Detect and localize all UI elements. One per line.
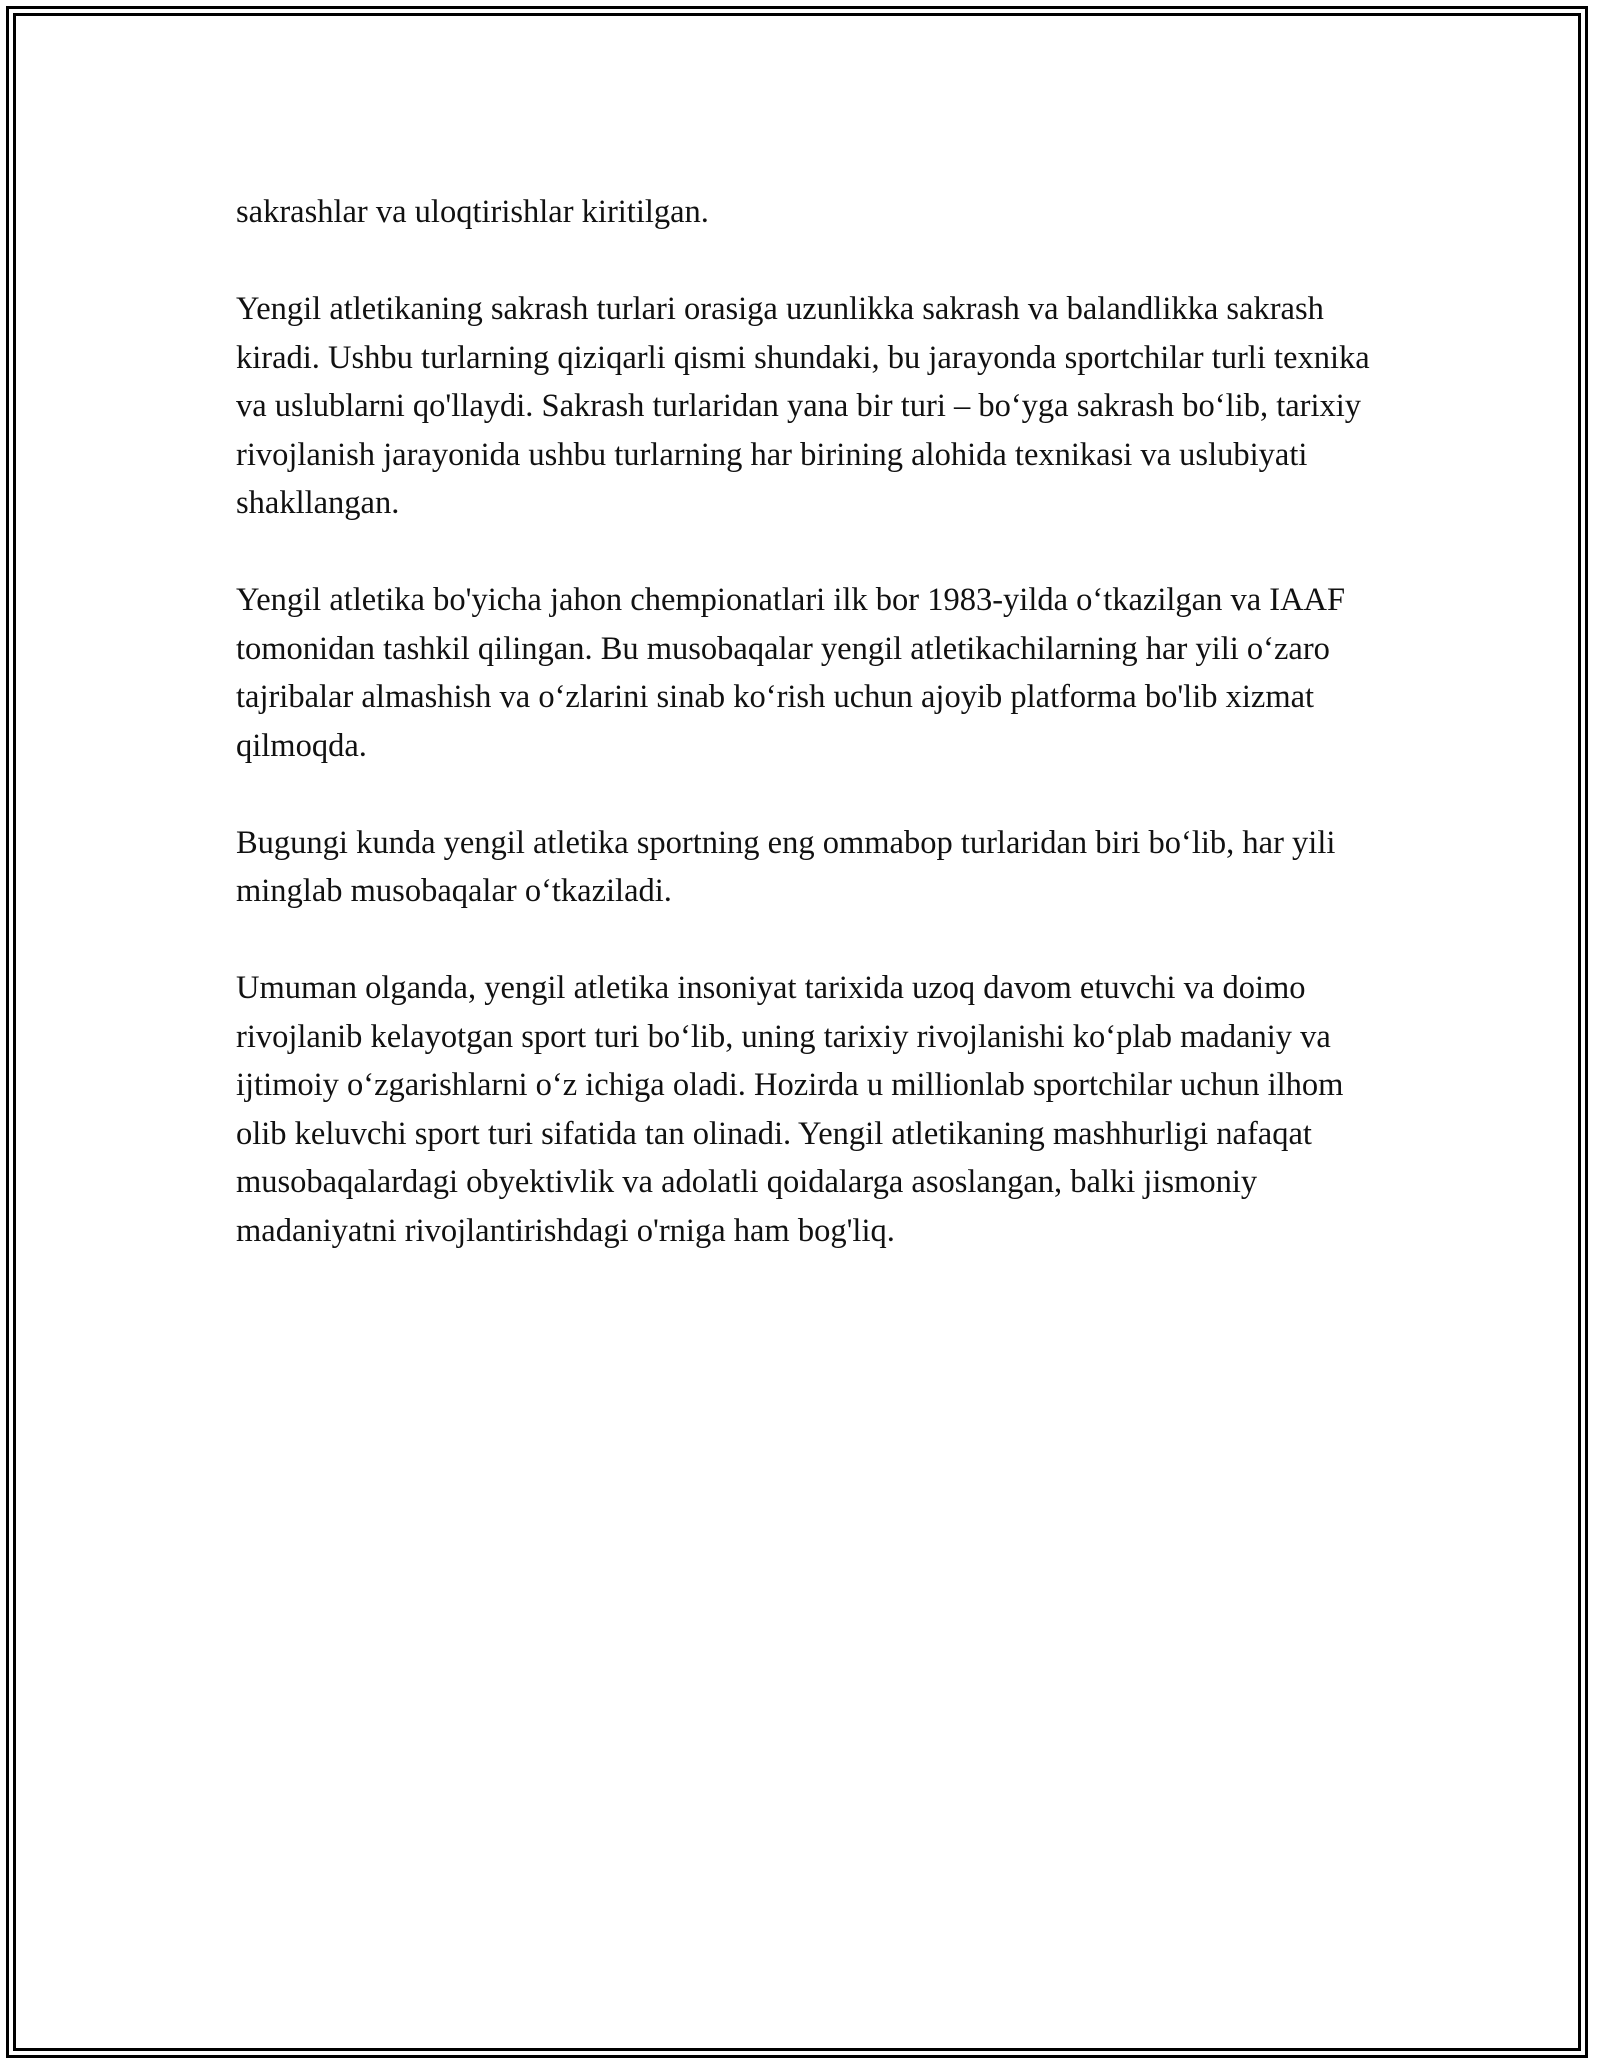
paragraph-5: Umuman olganda, yengil atletika insoniyat tarixida uzoq davom etuvchi va doimo rivojlanib kelayotgan sport turi bo‘lib, uning tarixiy rivojlanishi ko‘plab madaniy va ijtimoiy o‘zgarishlarni o‘z ichiga oladi. Hozirda u millionlab sportchilar uchun ilhom olib keluvchi sport turi sifatida tan olinadi. Yengil atletikaning mashhurligi nafaqat musobaqalardagi obyektivlik va adolatli qoidalarga asoslangan, balki jismoniy madaniyatni rivojlantirishdagi o'rniga ham bog'liq. — [236, 970, 1344, 1249]
document-body — [236, 188, 1376, 1304]
paragraph-3: Yengil atletika bo'yicha jahon chempionatlari ilk bor 1983-yilda o‘tkazilgan va IAAF tomonidan tashkil qilingan. Bu musobaqalar yengil atletikachilarning har yili o‘zaro tajribalar almashish va o‘zlarini sinab ko‘rish uchun ajoyib platforma bo'lib xizmat qilmoqda. — [236, 582, 1346, 764]
paragraph-1: sakrashlar va uloqtirishlar kiritilgan. — [236, 194, 709, 230]
paragraph-2: Yengil atletikaning sakrash turlari orasiga uzunlikka sakrash va balandlikka sakrash kiradi. Ushbu turlarning qiziqarli qismi shundaki, bu jarayonda sportchilar turli texnika va uslublarni qo'llaydi. Sakrash turlaridan yana bir turi – bo‘yga sakrash bo‘lib, tarixiy rivojlanish jarayonida ushbu turlarning har birining alohida texnikasi va uslubiyati shakllangan. — [236, 291, 1370, 521]
paragraph-4: Bugungi kunda yengil atletika sportning eng ommabop turlaridan biri bo‘lib, har yili minglab musobaqalar o‘tkaziladi. — [236, 824, 1336, 909]
